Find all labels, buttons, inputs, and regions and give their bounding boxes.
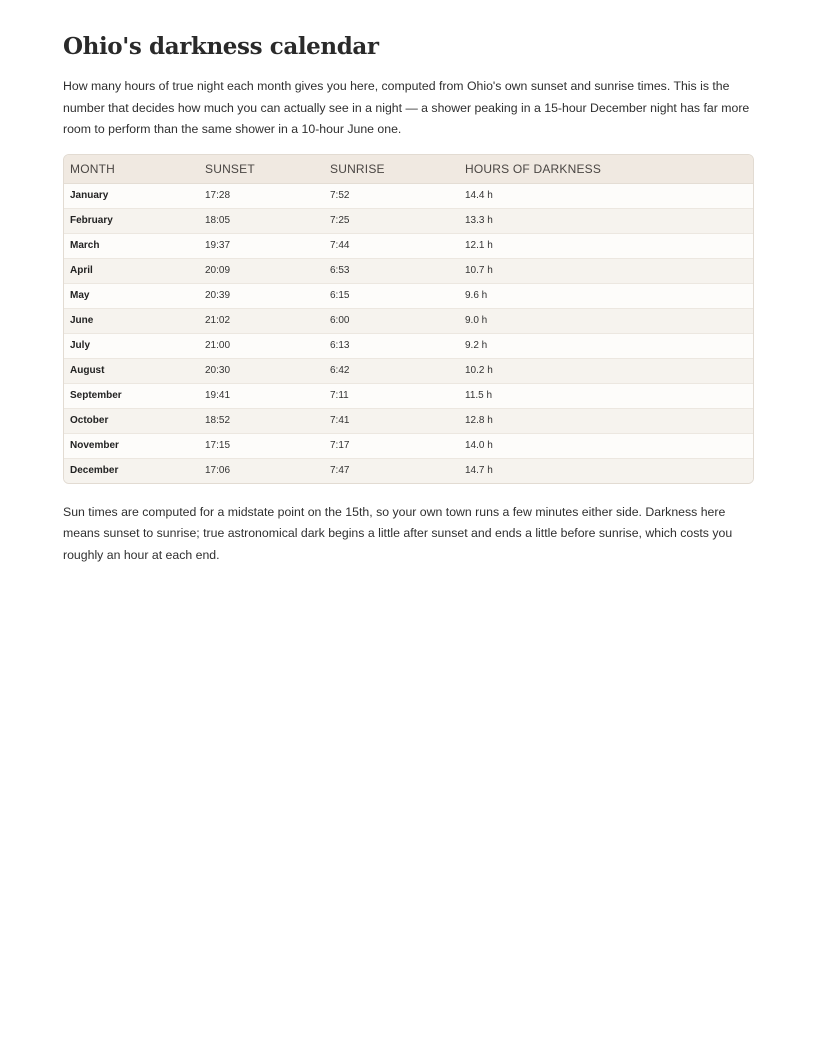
cell-sunrise: 7:25 <box>324 208 459 233</box>
page-title: Ohio's darkness calendar <box>63 33 379 60</box>
cell-month: August <box>64 358 199 383</box>
column-header-sunrise: SUNRISE <box>324 155 459 184</box>
cell-hours-of-darkness: 14.7 h <box>459 458 753 483</box>
cell-hours-of-darkness: 11.5 h <box>459 383 753 408</box>
table-row <box>64 383 753 408</box>
cell-hours-of-darkness: 14.4 h <box>459 183 753 208</box>
cell-sunrise: 6:13 <box>324 333 459 358</box>
table-row <box>64 408 753 433</box>
cell-month: March <box>64 233 199 258</box>
table-row <box>64 258 753 283</box>
footnote-paragraph: Sun times are computed for a midstate point on the 15th, so your own town runs a few minutes either side. Darkness here means sunset to sunrise; true astronomical dark begins a little after sunset and ends a little before sunrise, which costs you roughly an hour at each end. <box>63 504 733 562</box>
cell-sunrise: 7:47 <box>324 458 459 483</box>
column-header-hours: HOURS OF DARKNESS <box>459 155 753 184</box>
intro-paragraph: How many hours of true night each month gives you here, computed from Ohio's own sunset and sunrise times. This is the number that decides how much you can actually see in a night — a shower peaking in a 15-hour December night has far more room to perform than the same shower in a 10-hour June one. <box>63 79 750 136</box>
header-row <box>64 155 753 184</box>
cell-sunrise: 6:15 <box>324 283 459 308</box>
cell-sunset: 21:00 <box>199 333 324 358</box>
table-row <box>64 308 753 333</box>
cell-hours-of-darkness: 10.7 h <box>459 258 753 283</box>
cell-month: January <box>64 183 199 208</box>
cell-sunset: 20:39 <box>199 283 324 308</box>
cell-sunset: 17:06 <box>199 458 324 483</box>
cell-month: September <box>64 383 199 408</box>
cell-sunset: 20:09 <box>199 258 324 283</box>
cell-sunset: 21:02 <box>199 308 324 333</box>
cell-month: November <box>64 433 199 458</box>
cell-hours-of-darkness: 10.2 h <box>459 358 753 383</box>
table-header <box>64 155 753 184</box>
cell-sunrise: 7:52 <box>324 183 459 208</box>
cell-month: December <box>64 458 199 483</box>
cell-sunrise: 6:42 <box>324 358 459 383</box>
column-header-month: MONTH <box>64 155 199 184</box>
cell-hours-of-darkness: 13.3 h <box>459 208 753 233</box>
cell-sunset: 19:41 <box>199 383 324 408</box>
cell-hours-of-darkness: 9.2 h <box>459 333 753 358</box>
cell-sunset: 19:37 <box>199 233 324 258</box>
cell-month: February <box>64 208 199 233</box>
table-row <box>64 333 753 358</box>
cell-sunrise: 7:44 <box>324 233 459 258</box>
cell-sunset: 20:30 <box>199 358 324 383</box>
cell-sunset: 18:52 <box>199 408 324 433</box>
cell-sunrise: 6:00 <box>324 308 459 333</box>
cell-hours-of-darkness: 12.1 h <box>459 233 753 258</box>
column-header-sunset: SUNSET <box>199 155 324 184</box>
cell-month: October <box>64 408 199 433</box>
cell-hours-of-darkness: 9.0 h <box>459 308 753 333</box>
cell-hours-of-darkness: 12.8 h <box>459 408 753 433</box>
table-row <box>64 433 753 458</box>
cell-sunset: 18:05 <box>199 208 324 233</box>
cell-sunrise: 7:41 <box>324 408 459 433</box>
cell-sunrise: 7:17 <box>324 433 459 458</box>
table-row <box>64 233 753 258</box>
cell-sunrise: 7:11 <box>324 383 459 408</box>
table-row <box>64 283 753 308</box>
table-body <box>64 183 753 483</box>
cell-hours-of-darkness: 14.0 h <box>459 433 753 458</box>
table-row <box>64 458 753 483</box>
cell-sunrise: 6:53 <box>324 258 459 283</box>
cell-hours-of-darkness: 9.6 h <box>459 283 753 308</box>
table-row <box>64 208 753 233</box>
darkness-table <box>64 155 753 483</box>
table-row <box>64 183 753 208</box>
cell-month: July <box>64 333 199 358</box>
cell-sunset: 17:28 <box>199 183 324 208</box>
cell-month: June <box>64 308 199 333</box>
page <box>63 30 754 566</box>
cell-month: April <box>64 258 199 283</box>
darkness-table-container <box>63 154 754 484</box>
cell-sunset: 17:15 <box>199 433 324 458</box>
table-row <box>64 358 753 383</box>
cell-month: May <box>64 283 199 308</box>
